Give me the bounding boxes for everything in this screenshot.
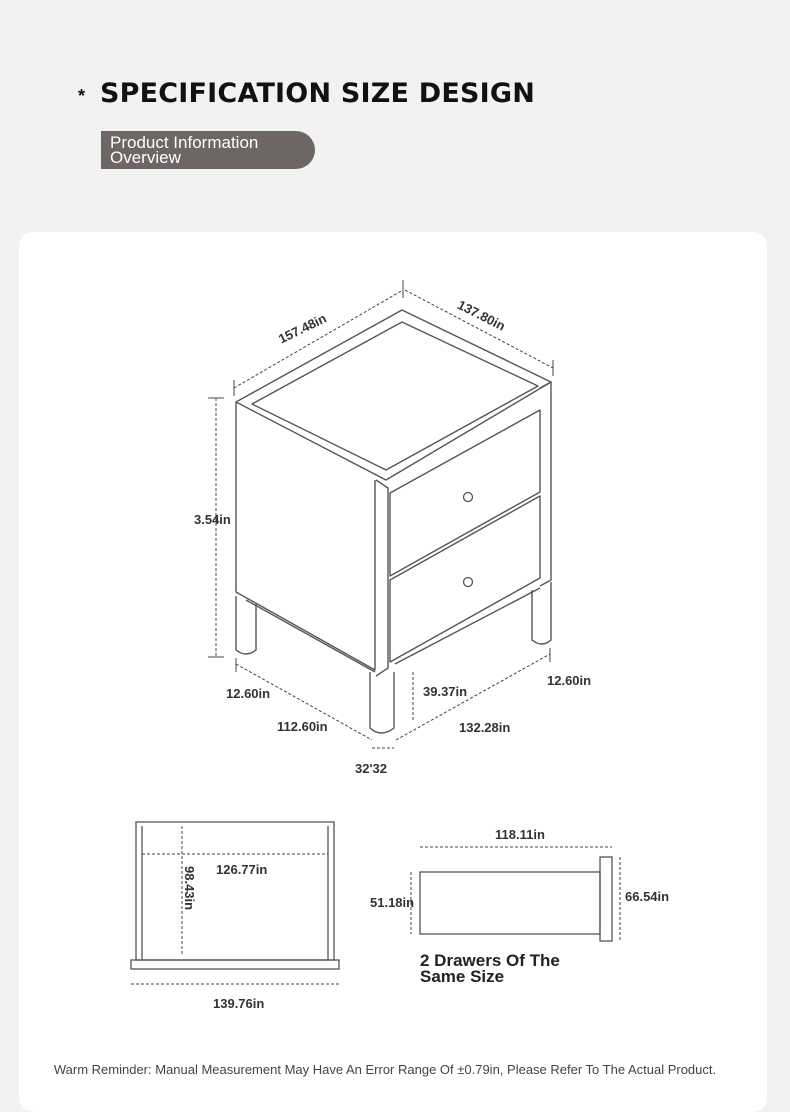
dim-leg-width: 32'32 [355,761,388,776]
dim-leg-left: 12.60in [226,686,271,701]
front-corner-post [376,480,388,676]
dim-leg-height: 39.37in [423,684,468,699]
leg-front [370,672,394,733]
dim-bottom-right: 132.28in [459,720,511,735]
cabinet-top-inner [252,322,538,470]
dim-drawer-height: 51.18in [370,895,415,910]
badge-line-2: Overview [110,148,181,167]
bottom-rail-right [395,588,540,664]
dim-top-width: 157.48in [276,310,329,347]
drawer-body [420,872,600,934]
drawers-caption [420,953,560,985]
dim-line-top-left [234,290,403,388]
dim-line-top-right [405,290,553,368]
header-bullet: * [78,86,86,106]
dim-drawer-front-height: 66.54in [625,889,670,904]
dim-height: 3.54in [194,512,231,527]
dim-leg-right: 12.60in [547,673,592,688]
dim-drawer-length: 118.11in [495,827,545,842]
knob-icon [464,578,473,587]
dim-top-depth: 137.80in [455,297,508,334]
page-title: SPECIFICATION SIZE DESIGN [100,78,536,109]
knob-icon [464,493,473,502]
front-view-frame [136,822,334,960]
badge-line-1: Product Information [110,133,259,152]
front-view-base [131,960,339,969]
drawer-side-view [420,857,612,941]
dim-inner-height: 98.43in [182,866,197,911]
cabinet-side-panel [236,402,375,670]
dim-total-width: 139.76in [213,996,265,1011]
warm-reminder: Warm Reminder: Manual Measurement May Have An Error Range Of ±0.79in, Please Refer To The Actual Product. [53,1062,717,1077]
dim-inner-width: 126.77in [216,862,268,877]
bottom-rail-left [246,600,375,672]
drawer-knobs [464,493,473,587]
dim-bottom-left: 112.60in [277,719,328,734]
drawers-caption-line-1: 2 Drawers Of The [420,951,560,970]
front-view [131,822,339,969]
right-corner-post [540,382,551,586]
drawers-caption-line-2: Same Size [420,967,505,986]
drawer-front-panel [600,857,612,941]
